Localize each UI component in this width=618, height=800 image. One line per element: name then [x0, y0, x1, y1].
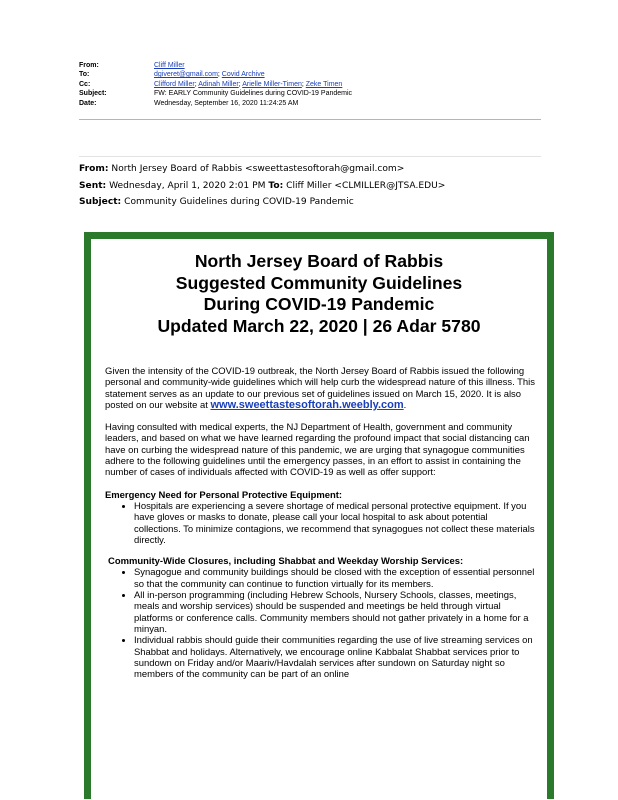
- list-item: • Synagogue and community buildings should be closed with the exception of essential personnel so that the community can continue to function virtually for its members.: [134, 567, 535, 590]
- fwd-to-value: Cliff Miller <CLMILLER@JTSA.EDU>: [286, 180, 446, 191]
- to-link-1[interactable]: dgiveret@gmail.com: [154, 71, 218, 79]
- fwd-subject-value: Community Guidelines during COVID-19 Pandemic: [124, 197, 354, 207]
- title-line-2: Suggested Community Guidelines: [175, 272, 463, 293]
- list-item: • Hospitals are experiencing a severe shortage of medical personal protective equipment. If you have gloves or masks to donate, please call your local hospital to ask about potential collections. To minimize contagions, we recommend that synagogues not collect these materials directly.: [134, 501, 535, 546]
- cc-link-1[interactable]: Clifford Miller: [154, 80, 195, 88]
- to-link-2[interactable]: Covid Archive: [221, 71, 265, 79]
- fwd-from-label: From:: [79, 164, 109, 174]
- cc-row: [79, 80, 539, 89]
- subject-row: [79, 89, 539, 98]
- from-label: From:: [79, 62, 99, 69]
- fwd-from-row: [79, 161, 445, 178]
- website-link[interactable]: www.sweettastesoftorah.weebly.com: [210, 398, 404, 411]
- fwd-sent-row: [79, 178, 445, 195]
- intro-text: Given the intensity of the COVID-19 outbreak, the North Jersey Board of Rabbis issued the following personal and community-wide guidelines which will help curb the widespread nature of this illness. This statement serves as an update to our previous set of guidelines issued on March 15, 2020. It is also posted on our website at: [105, 366, 535, 411]
- list-item: • Individual rabbis should guide their communities regarding the use of live streaming services on Shabbat and holidays. Alternatively, we encourage online Kabbalat Shabbat services prior to sundown on Friday and/or Maariv/Havdalah services after sundown on Saturday night so members of the community can be part of an online: [134, 635, 535, 680]
- section-closures-list: [105, 567, 535, 680]
- forward-divider: [79, 156, 541, 157]
- forwarded-header: [79, 161, 445, 211]
- from-link[interactable]: Cliff Miller: [154, 62, 185, 69]
- email-header: [79, 61, 539, 108]
- section-ppe-heading: Emergency Need for Personal Protective Equipment:: [105, 489, 343, 501]
- date-label: Date:: [79, 99, 97, 107]
- to-values: dgiveret@gmail.com; Covid Archive: [154, 71, 265, 79]
- fwd-sent-label: Sent:: [79, 180, 107, 191]
- cc-label: Cc:: [79, 80, 91, 88]
- fwd-subject-row: [79, 194, 445, 211]
- cc-link-3[interactable]: Arielle Miller-Timen: [242, 80, 302, 88]
- fwd-subject-label: Subject:: [79, 197, 122, 207]
- cc-values: Clifford Miller; Adinah Miller; Arielle Miller-Timen; Zeke Timen: [154, 80, 343, 88]
- guidelines-panel: [84, 232, 554, 799]
- fwd-to-label: To:: [268, 180, 284, 191]
- intro-end: .: [403, 399, 407, 411]
- fwd-sent-value: Wednesday, April 1, 2020 2:01 PM: [109, 180, 266, 191]
- to-row: [79, 70, 539, 79]
- section-ppe-list: [105, 501, 535, 546]
- intro-paragraph: [105, 366, 535, 411]
- consultation-paragraph: Having consulted with medical experts, the NJ Department of Health, government and community leaders, and based on what we have learned regarding the profound impact that social distancing can have on curbing the widespread nature of this pandemic, we are urging that synagogue communities adhere to the following guidelines until the emergency passes, in an effort to assist in containing the number of cases of individuals affected with COVID-19 as well as offer support:: [105, 422, 530, 479]
- cc-link-2[interactable]: Adinah Miller: [198, 80, 239, 88]
- subject-label: Subject:: [79, 90, 107, 98]
- document-body: [105, 366, 535, 690]
- date-row: [79, 99, 539, 108]
- title-line-1: North Jersey Board of Rabbis: [194, 251, 444, 271]
- from-row: [79, 61, 539, 70]
- date-value: Wednesday, September 16, 2020 11:24:25 AM: [154, 99, 299, 107]
- header-divider: [79, 119, 541, 120]
- subject-value: FW: EARLY Community Guidelines during COVID-19 Pandemic: [154, 90, 353, 98]
- title-line-3: During COVID-19 Pandemic: [203, 294, 435, 314]
- section-closures-heading: Community-Wide Closures, including Shabbat and Weekday Worship Services:: [108, 556, 464, 568]
- title-line-4: Updated March 22, 2020 | 26 Adar 5780: [157, 315, 481, 336]
- document-title: [91, 251, 547, 337]
- fwd-from-value: North Jersey Board of Rabbis <sweettastesoftorah@gmail.com>: [111, 164, 405, 174]
- to-label: To:: [79, 71, 90, 79]
- list-item: • All in-person programming (including Hebrew Schools, Nursery Schools, classes, meetings, meals and worship services) should be suspended and meetings be held through virtual platforms or conference calls. Community members should not gather privately in a home for a minyan.: [134, 590, 535, 635]
- cc-link-4[interactable]: Zeke Timen: [305, 80, 343, 88]
